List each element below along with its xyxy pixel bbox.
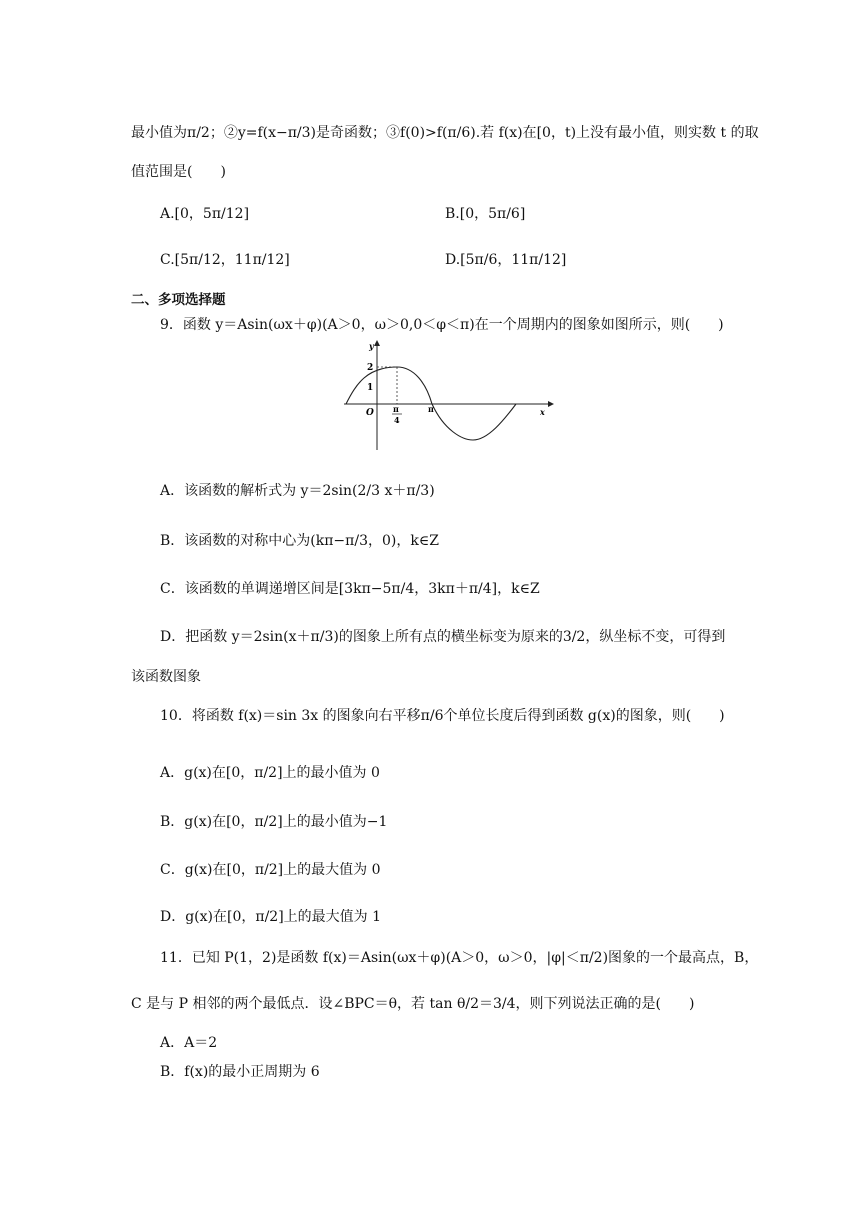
q10-option-c: C．g(x)在[0，π/2]上的最大值为 0 [160, 862, 381, 878]
q11-stem-line2: C 是与 P 相邻的两个最低点．设∠BPC＝θ，若 tan θ/2＝3/4，则下列说法正确的是( ) [131, 996, 695, 1012]
q10-option-a: A．g(x)在[0，π/2]上的最小值为 0 [160, 765, 380, 781]
q8-line1: 最小值为π/2；②y=f(x−π/3)是奇函数；③f(0)>f(π/6).若 f(x)在[0，t)上没有最小值，则实数 t 的取 [131, 125, 759, 141]
q8-line2: 值范围是( ) [131, 164, 226, 180]
q10-option-d: D．g(x)在[0，π/2]上的最大值为 1 [160, 909, 382, 925]
q9-option-b: B．该函数的对称中心为(kπ−π/3，0)，k∈Z [160, 533, 439, 549]
q8-option-b: B.[0，5π/6] [445, 206, 526, 222]
q10-stem: 10．将函数 f(x)＝sin 3x 的图象向右平移π/6个单位长度后得到函数 g(x)的图象，则( ) [160, 708, 725, 724]
q9-option-a: A．该函数的解析式为 y＝2sin(2/3 x＋π/3) [160, 483, 435, 499]
y-axis-arrow [374, 340, 380, 346]
origin-label: O [366, 408, 374, 418]
q8-option-d: D.[5π/6，11π/12] [445, 252, 567, 268]
x-tick-pi4-num: π [393, 404, 399, 414]
x-tick-pi: π [428, 404, 434, 414]
y-tick-2: 2 [367, 363, 374, 373]
q9-sine-graph [340, 338, 560, 456]
q9-option-d-line2: 该函数图象 [131, 669, 201, 685]
x-axis-label: x [540, 407, 545, 417]
x-axis-arrow [548, 401, 554, 407]
q11-option-b: B．f(x)的最小正周期为 6 [160, 1064, 320, 1080]
q9-option-c: C．该函数的单调递增区间是[3kπ−5π/4，3kπ＋π/4]，k∈Z [160, 581, 540, 597]
q9-stem: 9．函数 y＝Asin(ωx＋φ)(A＞0，ω＞0,0＜φ＜π)在一个周期内的图象如图所示，则( ) [160, 317, 724, 333]
x-tick-pi4-den: 4 [394, 415, 400, 425]
q11-option-a: A．A＝2 [160, 1035, 218, 1051]
q9-option-d-line1: D．把函数 y＝2sin(x＋π/3)的图象上所有点的横坐标变为原来的3/2，纵坐标不变，可得到 [160, 629, 726, 645]
q11-stem-line1: 11．已知 P(1，2)是函数 f(x)＝Asin(ωx＋φ)(A＞0，ω＞0，|φ|＜π/2)图象的一个最高点，B， [160, 950, 759, 966]
q10-option-b: B．g(x)在[0，π/2]上的最小值为−1 [160, 814, 388, 830]
y-axis-label: y [369, 341, 374, 351]
q8-option-a: A.[0，5π/12] [160, 206, 250, 222]
q8-option-c: C.[5π/12，11π/12] [160, 252, 290, 268]
y-tick-1: 1 [367, 383, 374, 393]
section-title: 二、多项选择题 [131, 292, 226, 308]
